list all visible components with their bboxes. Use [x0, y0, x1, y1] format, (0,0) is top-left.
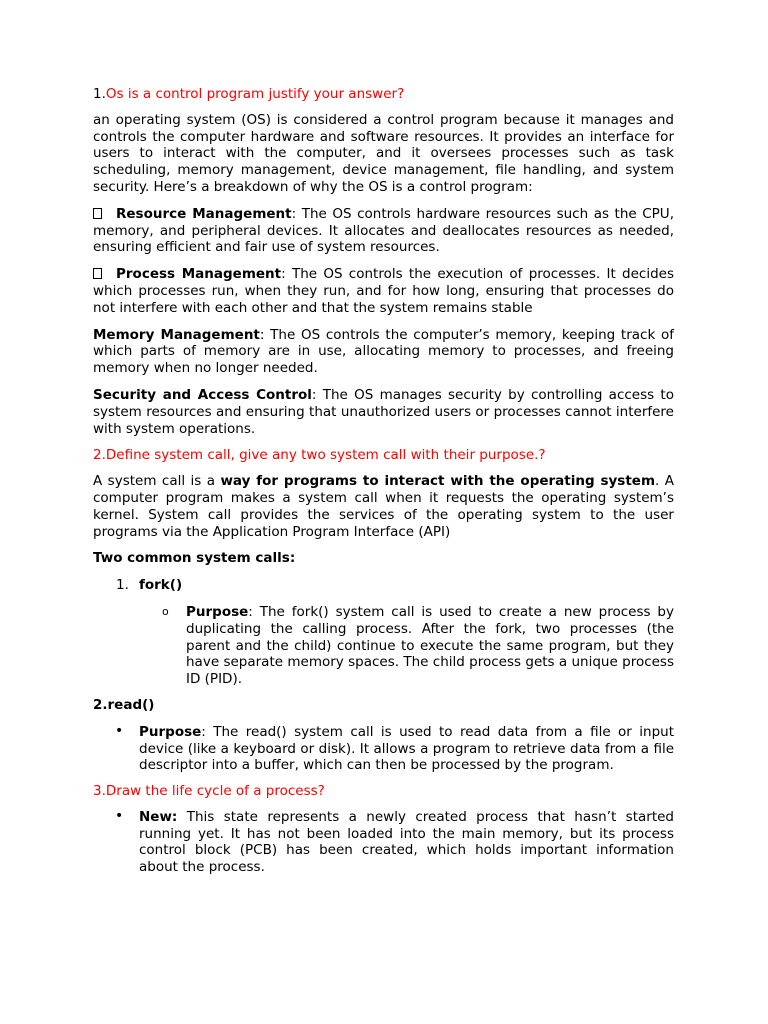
bullet-icon: • — [115, 807, 124, 824]
new-state-item — [115, 807, 674, 876]
security-access-paragraph — [93, 387, 674, 437]
fork-purpose-label: Purpose — [186, 603, 249, 620]
bullet-icon: • — [115, 722, 124, 739]
memory-management-text: : The OS controls the computer’s memory, keeping track of which parts of memory are in use, allocating memory to processes, and freeing memory when no longer needed. — [93, 326, 674, 377]
question-1-number: 1. — [93, 86, 106, 102]
circle-bullet-icon: o — [162, 604, 169, 618]
document-page — [93, 86, 674, 885]
fork-heading — [116, 577, 674, 594]
read-purpose-item — [115, 722, 674, 774]
system-calls-heading: Two common system calls: — [93, 550, 296, 567]
system-call-definition-start: A system call is a — [93, 473, 221, 490]
resource-management-text: : The OS controls hardware resources such as the CPU, memory, and peripheral devices. It allocates and deallocates resources as needed, ensuring efficient and fair use of system resources. — [93, 205, 674, 256]
question-3: 3.Draw the life cycle of a process? — [93, 783, 325, 800]
process-management-paragraph — [93, 266, 674, 316]
new-state-label: New: — [139, 808, 178, 825]
read-purpose-text: : The read() system call is used to read data from a file or input device (like a keyboard or disk). It allows a program to retrieve data from a file descriptor into a buffer, which can then be processed by the program. — [139, 723, 674, 774]
process-management-text: : The OS controls the execution of processes. It decides which processes run, when they run, and for how long, ensuring that processes do not interfere with each other and that the system remains stable — [93, 266, 674, 316]
process-management-title: Process Management — [116, 266, 282, 283]
missing-glyph-icon — [93, 208, 102, 219]
resource-management-title: Resource Management — [116, 205, 292, 222]
fork-purpose-text: : The fork() system call is used to create a new process by duplicating the calling process. After the fork, two processes (the parent and the child) continue to execute the same program, but they have separate memory spaces. The child process gets a unique process ID (PID). — [186, 603, 674, 688]
read-purpose-label: Purpose — [139, 723, 202, 740]
system-call-definition-rest: . A computer program makes a system call when it requests the operating system’s kernel. System call provides the services of the operating system to the user programs via the Application Program Interface (API) — [93, 473, 674, 540]
question-2: 2.Define system call, give any two system call with their purpose.? — [93, 447, 546, 464]
new-state-text: This state represents a newly created process that hasn’t started running yet. It has not been loaded into the main memory, but its process control block (PCB) has been created, which holds important information about the process. — [139, 808, 674, 876]
memory-management-paragraph — [93, 327, 674, 377]
question-1-text: Os is a control program justify your answer? — [105, 86, 405, 102]
fork-number: 1. — [116, 577, 129, 594]
security-access-text: : The OS manages security by controlling access to system resources and ensuring that unauthorized users or processes cannot interfere with system operations. — [93, 386, 674, 437]
missing-glyph-icon — [93, 268, 102, 279]
system-call-definition — [93, 473, 674, 540]
fork-name: fork() — [139, 577, 183, 594]
read-heading: 2.read() — [93, 696, 155, 713]
resource-management-paragraph — [93, 206, 674, 256]
fork-purpose-item — [162, 603, 674, 688]
system-call-definition-bold: way for programs to interact with the operating system — [220, 473, 656, 490]
question-1-intro: an operating system (OS) is considered a control program because it manages and controls the computer hardware and software resources. It provides an interface for users to interact with the computer, and it oversees processes such as task scheduling, memory management, device management, file handling, and system security. Here’s a breakdown of why the OS is a control program: — [93, 111, 674, 195]
memory-management-title: Memory Management — [93, 326, 260, 343]
security-access-title: Security and Access Control — [93, 386, 312, 403]
question-1 — [93, 86, 674, 103]
